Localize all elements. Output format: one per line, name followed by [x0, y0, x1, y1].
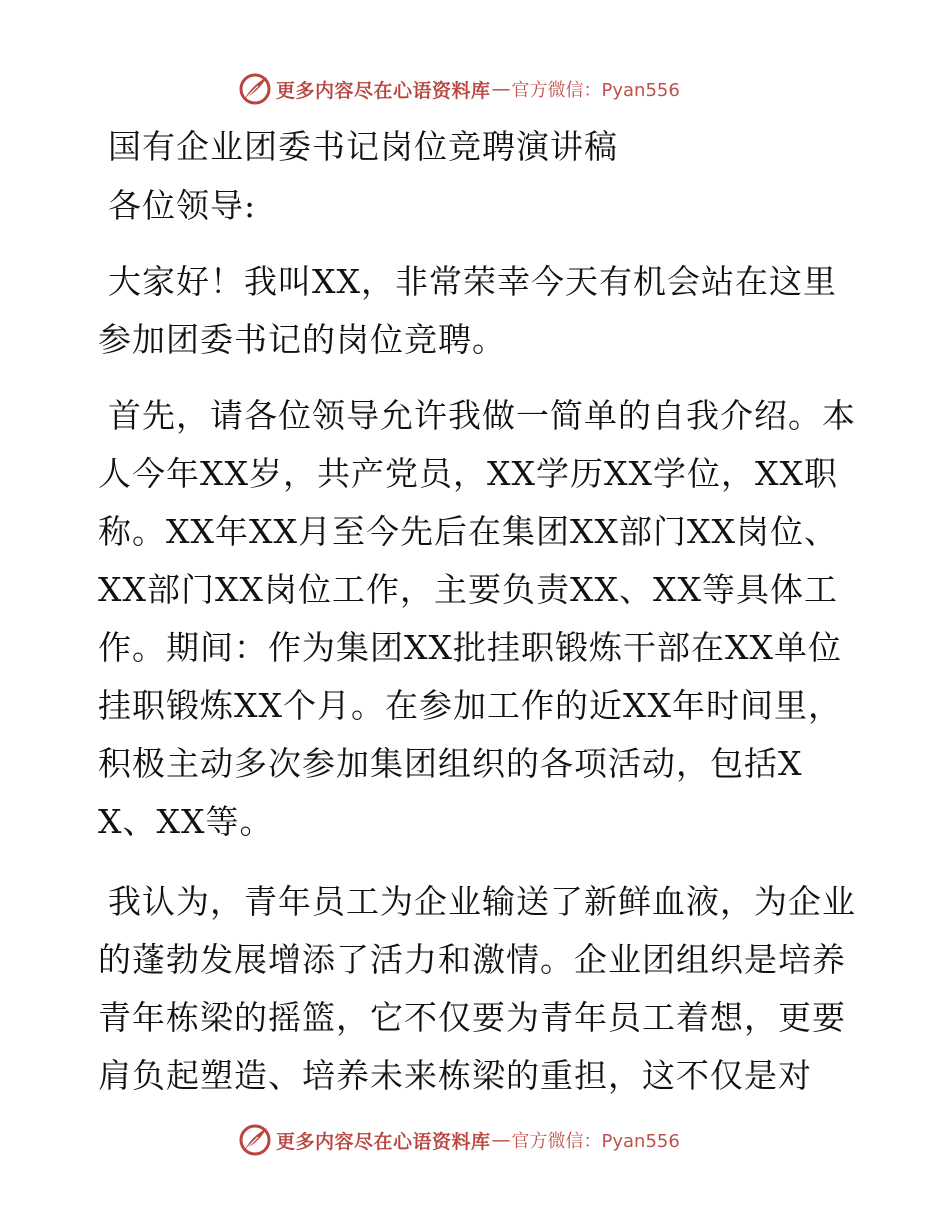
paragraph-view-on-youth: 我认为，青年员工为企业输送了新鲜血液，为企业的蓬勃发展增添了活力和激情。企业团组织是培养青年栋梁的摇篮，它不仅要为青年员工着想，更要肩负起塑造、培养未来栋梁的重担，这不仅是对: [98, 882, 856, 1095]
paragraph-self-introduction: 首先，请各位领导允许我做一简单的自我介绍。本人今年XX岁，共产党员，XX学历XX学位，XX职称。XX年XX月至今先后在集团XX部门XX岗位、XX部门XX岗位工作，主要负责XX、XX等具体工作。期间：作为集团XX批挂职锻炼干部在XX单位挂职锻炼XX个月。在参加工作的近XX年时间里，积极主动多次参加集团组织的各项活动，包括XX、XX等。: [98, 396, 856, 841]
watermark-separator: —: [491, 1129, 511, 1151]
feather-pen-logo-icon: [238, 1123, 272, 1157]
watermark-brand-text: 更多内容尽在心语资料库: [276, 1130, 491, 1153]
watermark-brand-text: 更多内容尽在心语资料库: [276, 79, 491, 102]
watermark-contact-text: 官方微信：Pyan556: [511, 80, 680, 101]
document-title: 国有企业团委书记岗位竞聘演讲稿: [108, 127, 618, 166]
watermark-separator: —: [491, 78, 511, 100]
paragraph-greeting: 大家好！我叫XX，非常荣幸今天有机会站在这里参加团委书记的岗位竞聘。: [98, 262, 837, 359]
salutation: 各位领导:: [108, 186, 257, 225]
footer-watermark: [238, 1123, 680, 1157]
watermark-contact-text: 官方微信：Pyan556: [511, 1131, 680, 1152]
feather-pen-logo-icon: [238, 72, 272, 106]
document-body: [98, 118, 860, 1105]
header-watermark: [238, 72, 680, 106]
